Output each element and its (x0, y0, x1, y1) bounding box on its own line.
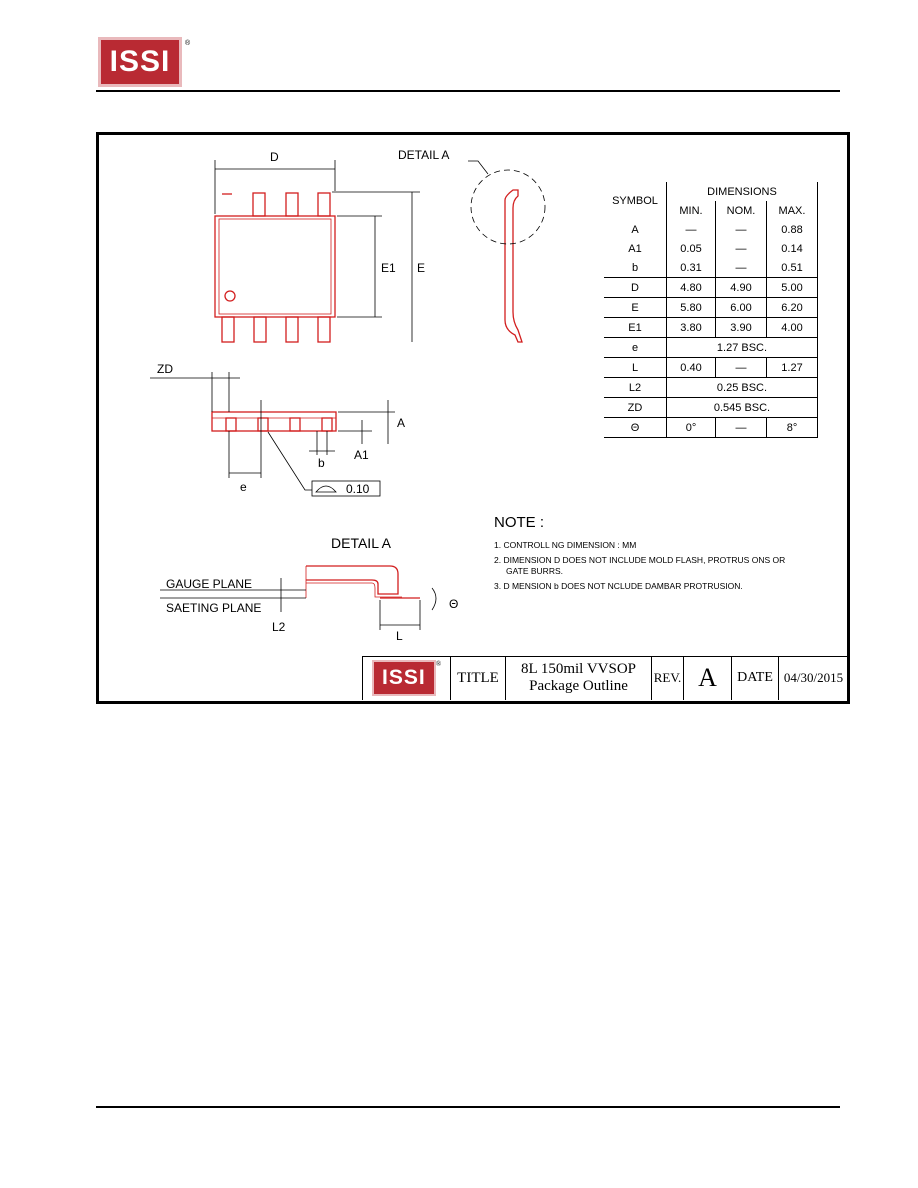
table-row: e 1.27 BSC. (604, 338, 818, 358)
header-min: MIN. (667, 201, 716, 220)
dimensions-table (604, 182, 818, 438)
label-d: D (270, 150, 279, 164)
table-row: A1 0.05 — 0.14 (604, 239, 818, 258)
label-zd: ZD (157, 362, 173, 376)
pin1-marker (225, 291, 235, 301)
date-label: DATE (737, 670, 773, 685)
label-gauge-plane: GAUGE PLANE (166, 577, 253, 591)
title-label: TITLE (457, 669, 499, 686)
notes-section (494, 514, 785, 592)
header-max: MAX. (767, 201, 818, 220)
date-value-cell (778, 656, 848, 700)
title-block-logo-cell (362, 656, 450, 700)
label-e1: E1 (381, 261, 396, 275)
title-block-logo-text: ISSI (381, 666, 426, 689)
footer-rule (96, 1106, 840, 1108)
title-line-1: 8L 150mil VVSOP (520, 661, 637, 677)
package-body-side-view (212, 412, 336, 431)
header-nom: NOM. (716, 201, 767, 220)
label-theta: Θ (449, 597, 459, 611)
label-l: L (396, 629, 403, 643)
note-item: 1. CONTROLL NG DIMENSION : MM (494, 540, 637, 550)
label-e: E (417, 261, 426, 275)
registered-mark: ® (185, 40, 191, 47)
date-value: 04/30/2015 (783, 670, 844, 685)
note-item: GATE BURRS. (506, 566, 563, 576)
table-row: ZD 0.545 BSC. (604, 398, 818, 418)
package-body-top-view (215, 216, 335, 317)
label-coplanarity: 0.10 (346, 482, 370, 496)
note-item: 3. D MENSION b DOES NOT NCLUDE DAMBAR PROTRUSION. (494, 581, 743, 591)
label-detail-a: DETAIL A (398, 148, 450, 162)
table-row: L2 0.25 BSC. (604, 378, 818, 398)
table-row: L 0.40 — 1.27 (604, 358, 818, 378)
table-row: A — — 0.88 (604, 220, 818, 239)
title-block-registered-mark: ® (435, 660, 442, 668)
title-line-2: Package Outline (529, 678, 628, 694)
title-label-cell (450, 656, 505, 700)
label-b: b (318, 456, 325, 470)
rev-label: REV. (653, 670, 682, 685)
date-label-cell (731, 656, 778, 700)
label-detail-a-section: DETAIL A (331, 535, 391, 551)
rev-label-cell (651, 656, 683, 700)
notes-title: NOTE : (494, 514, 545, 531)
table-row: E 5.80 6.00 6.20 (604, 298, 818, 318)
title-value-cell (505, 656, 651, 700)
title-block-logo (372, 660, 436, 696)
label-a: A (397, 416, 406, 430)
header-symbol: SYMBOL (612, 195, 658, 207)
rev-value-cell (683, 656, 731, 700)
label-e-pitch: e (240, 480, 247, 494)
table-row: Θ 0° — 8° (604, 418, 818, 438)
rev-value: A (698, 663, 717, 692)
header-dimensions: DIMENSIONS (667, 182, 818, 201)
label-seating-plane: SAETING PLANE (166, 601, 262, 615)
logo-text: ISSI (109, 45, 171, 78)
label-l2: L2 (272, 620, 286, 634)
table-row: D 4.80 4.90 5.00 (604, 278, 818, 298)
table-row: E1 3.80 3.90 4.00 (604, 318, 818, 338)
note-item: 2. DIMENSION D DOES NOT INCLUDE MOLD FLASH, PROTRUS ONS OR (494, 555, 786, 565)
table-row: b 0.31 — 0.51 (604, 258, 818, 278)
label-a1: A1 (354, 448, 369, 462)
